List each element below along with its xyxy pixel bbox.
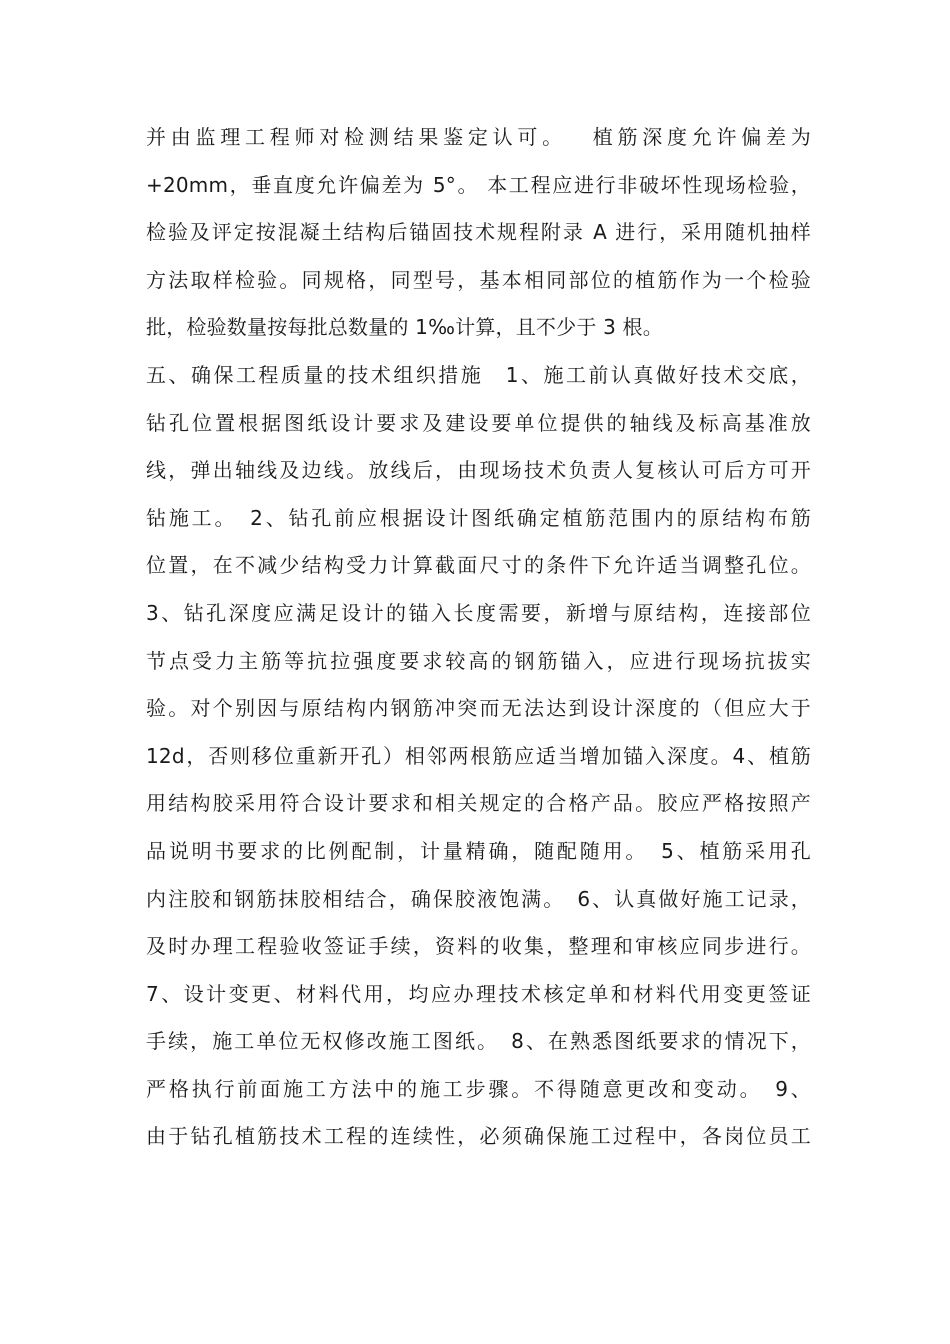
text-line: 7、设计变更、材料代用，均应办理技术核定单和材料代用变更签证 <box>146 981 811 1006</box>
text-line: 用结构胶采用符合设计要求和相关规定的合格产品。胶应严格按照产 <box>146 791 811 816</box>
text-line: 线，弹出轴线及边线。放线后，由现场技术负责人复核认可后方可开 <box>146 458 811 483</box>
text-line: 12d，否则移位重新开孔）相邻两根筋应适当增加锚入深度。4、植筋 <box>146 743 811 768</box>
body-text <box>146 114 811 1161</box>
text-line: 品说明书要求的比例配制，计量精确，随配随用。 5、植筋采用孔 <box>146 838 811 863</box>
text-line: 3、钻孔深度应满足设计的锚入长度需要，新增与原结构，连接部位 <box>146 600 811 625</box>
text-line: 手续，施工单位无权修改施工图纸。 8、在熟悉图纸要求的情况下， <box>146 1029 811 1054</box>
text-line: 并由监理工程师对检测结果鉴定认可。 植筋深度允许偏差为 <box>146 125 811 149</box>
text-line: 批，检验数量按每批总数量的 1‰计算，且不少于 3 根。 <box>146 315 663 340</box>
text-line: 及时办理工程验收签证手续，资料的收集，整理和审核应同步进行。 <box>146 934 811 959</box>
text-line: 严格执行前面施工方法中的施工步骤。不得随意更改和变动。 9、 <box>146 1076 811 1101</box>
text-line: 方法取样检验。同规格，同型号，基本相同部位的植筋作为一个检验 <box>146 267 811 292</box>
text-line: +20mm，垂直度允许偏差为 5°。 本工程应进行非破坏性现场检验， <box>146 172 811 197</box>
text-line: 由于钻孔植筋技术工程的连续性，必须确保施工过程中，各岗位员工 <box>146 1124 811 1149</box>
text-line: 验。对个别因与原结构内钢筋冲突而无法达到设计深度的（但应大于 <box>146 696 811 721</box>
text-line: 钻施工。 2、钻孔前应根据设计图纸确定植筋范围内的原结构布筋 <box>146 505 811 530</box>
text-line: 位置，在不减少结构受力计算截面尺寸的条件下允许适当调整孔位。 <box>146 553 811 578</box>
text-line: 钻孔位置根据图纸设计要求及建设要单位提供的轴线及标高基准放 <box>146 410 811 435</box>
text-line: 检验及评定按混凝土结构后锚固技术规程附录 A 进行，采用随机抽样 <box>146 220 811 245</box>
text-line: 五、确保工程质量的技术组织措施 1、施工前认真做好技术交底， <box>146 362 811 387</box>
text-line: 内注胶和钢筋抹胶相结合，确保胶液饱满。 6、认真做好施工记录， <box>146 886 811 911</box>
text-line: 节点受力主筋等抗拉强度要求较高的钢筋锚入，应进行现场抗拔实 <box>146 648 811 673</box>
